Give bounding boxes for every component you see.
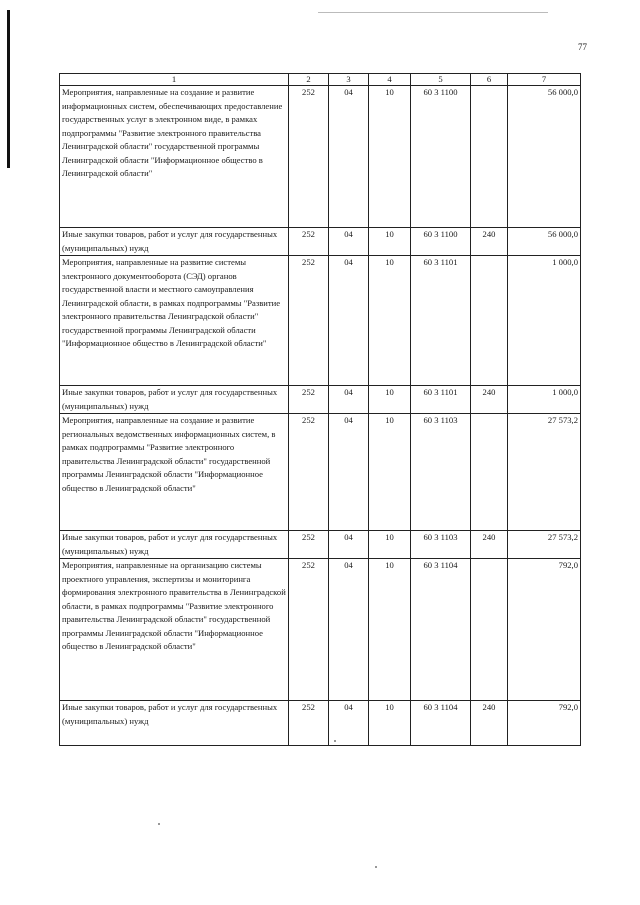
row-code-2: 252 <box>289 701 329 746</box>
row-code-2: 252 <box>289 414 329 531</box>
column-header: 2 <box>289 74 329 86</box>
row-amount: 1 000,0 <box>508 256 581 386</box>
row-code-6 <box>471 414 508 531</box>
row-code-3: 04 <box>329 386 369 414</box>
row-description: Иные закупки товаров, работ и услуг для государственных (муниципальных) нужд <box>60 386 289 414</box>
row-code-3: 04 <box>329 414 369 531</box>
column-header: 5 <box>411 74 471 86</box>
row-code-4: 10 <box>369 256 411 386</box>
row-code-4: 10 <box>369 228 411 256</box>
row-description: Мероприятия, направленные на развитие системы электронного документооборота (СЭД) органов государственной власти и местного самоуправления Ленинградской области, в рамках подпрограммы "Развитие электронного правительства Ленинградской области" государственной программы Ленинградской области "Информационное общество в Ленинградской области" <box>60 256 289 386</box>
row-code-5: 60 3 1104 <box>411 701 471 746</box>
row-code-6 <box>471 86 508 228</box>
row-code-5: 60 3 1103 <box>411 414 471 531</box>
row-code-2: 252 <box>289 256 329 386</box>
column-header: 4 <box>369 74 411 86</box>
row-description: Иные закупки товаров, работ и услуг для государственных (муниципальных) нужд <box>60 701 289 746</box>
row-description: Мероприятия, направленные на создание и развитие информационных систем, обеспечивающих предоставление государственных услуг в электронном виде, в рамках подпрограммы "Развитие электронного правительства Ленинградской области" государственной программы Ленинградской области "Информационное общество в Ленинградской области" <box>60 86 289 228</box>
row-code-3: 04 <box>329 86 369 228</box>
row-code-4: 10 <box>369 86 411 228</box>
row-code-3: 04 <box>329 701 369 746</box>
row-amount: 792,0 <box>508 701 581 746</box>
row-code-2: 252 <box>289 228 329 256</box>
table-row <box>60 228 581 256</box>
header-row <box>60 74 581 86</box>
scan-top-line <box>318 12 548 13</box>
row-code-6: 240 <box>471 228 508 256</box>
row-code-6 <box>471 256 508 386</box>
row-description: Иные закупки товаров, работ и услуг для государственных (муниципальных) нужд <box>60 228 289 256</box>
row-code-4: 10 <box>369 701 411 746</box>
column-header: 7 <box>508 74 581 86</box>
row-code-4: 10 <box>369 531 411 559</box>
column-header: 6 <box>471 74 508 86</box>
scan-edge-mark <box>7 10 10 168</box>
row-code-3: 04 <box>329 228 369 256</box>
row-code-6: 240 <box>471 386 508 414</box>
column-header: 1 <box>60 74 289 86</box>
table-row <box>60 531 581 559</box>
row-code-5: 60 3 1100 <box>411 228 471 256</box>
table-row <box>60 86 581 228</box>
row-code-6: 240 <box>471 531 508 559</box>
table-row <box>60 386 581 414</box>
row-code-4: 10 <box>369 414 411 531</box>
scan-speck <box>334 740 336 742</box>
row-description: Мероприятия, направленные на организацию системы проектного управления, экспертизы и мониторинга формирования электронного правительства в Ленинградской области, в рамках подпрограммы "Развитие электронного правительства Ленинградской области" государственной программы Ленинградской области "Информационное общество в Ленинградской области" <box>60 559 289 701</box>
column-header: 3 <box>329 74 369 86</box>
row-code-3: 04 <box>329 531 369 559</box>
table-row <box>60 701 581 746</box>
table-row <box>60 256 581 386</box>
row-code-2: 252 <box>289 386 329 414</box>
row-amount: 792,0 <box>508 559 581 701</box>
row-code-2: 252 <box>289 86 329 228</box>
row-code-6: 240 <box>471 701 508 746</box>
row-code-4: 10 <box>369 559 411 701</box>
row-amount: 27 573,2 <box>508 414 581 531</box>
row-amount: 1 000,0 <box>508 386 581 414</box>
scan-speck <box>375 866 377 868</box>
row-code-5: 60 3 1104 <box>411 559 471 701</box>
row-code-2: 252 <box>289 559 329 701</box>
row-code-6 <box>471 559 508 701</box>
row-amount: 27 573,2 <box>508 531 581 559</box>
row-code-5: 60 3 1101 <box>411 256 471 386</box>
table-row <box>60 559 581 701</box>
row-code-2: 252 <box>289 531 329 559</box>
budget-table <box>59 73 581 746</box>
row-code-4: 10 <box>369 386 411 414</box>
row-code-3: 04 <box>329 256 369 386</box>
scan-speck <box>158 823 160 825</box>
row-code-5: 60 3 1103 <box>411 531 471 559</box>
page-number: 77 <box>578 42 587 52</box>
row-description: Мероприятия, направленные на создание и развитие региональных ведомственных информационных систем, в рамках подпрограммы "Развитие электронного правительства Ленинградской области" государственной программы Ленинградской области "Информационное общество в Ленинградской области" <box>60 414 289 531</box>
row-amount: 56 000,0 <box>508 86 581 228</box>
row-code-5: 60 3 1100 <box>411 86 471 228</box>
row-code-5: 60 3 1101 <box>411 386 471 414</box>
table-row <box>60 414 581 531</box>
row-amount: 56 000,0 <box>508 228 581 256</box>
row-description: Иные закупки товаров, работ и услуг для государственных (муниципальных) нужд <box>60 531 289 559</box>
row-code-3: 04 <box>329 559 369 701</box>
